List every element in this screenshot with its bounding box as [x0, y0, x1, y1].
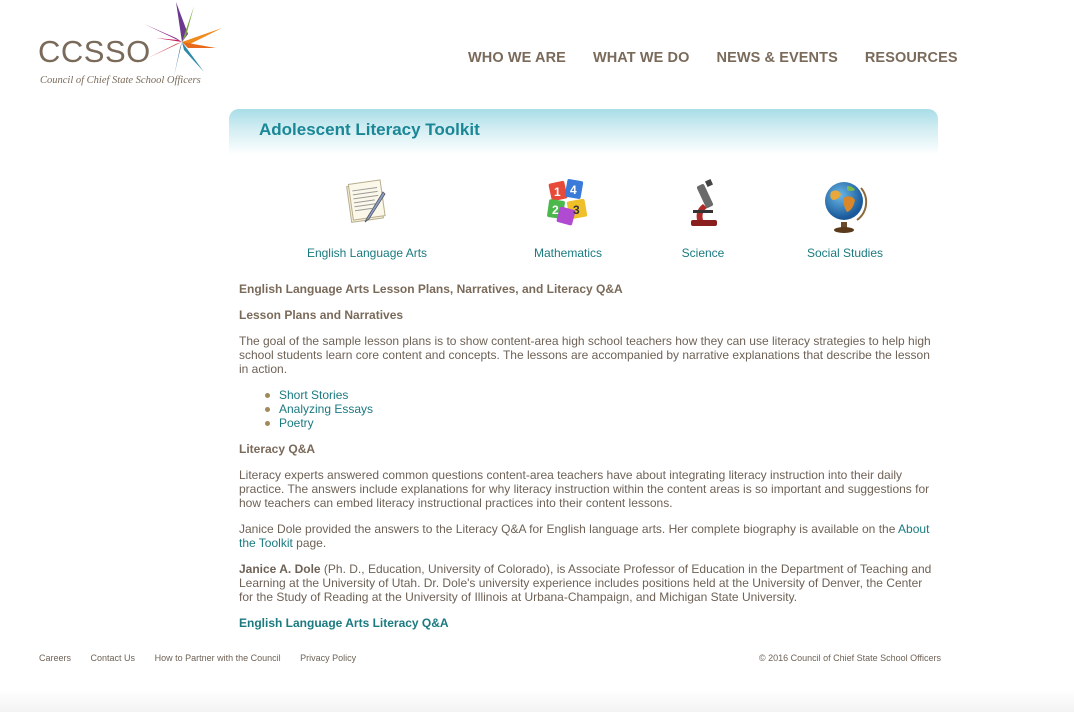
ela-qa-link[interactable]: English Language Arts Literacy Q&A — [239, 616, 449, 630]
microscope-icon — [675, 176, 731, 236]
numbers-icon — [540, 176, 596, 236]
footer — [39, 653, 941, 663]
page-bottom-shade — [0, 690, 1074, 712]
bio-text: (Ph. D., Education, University of Colorado), is Associate Professor of Education in the Department of Teaching and Learning at the University of Utah. Dr. Dole's university experience includes positions held at the University of Denver, the Center for the Study of Reading at the University of Illinois at Urbana-Champaign, and Michigan State University. — [239, 562, 932, 604]
ccsso-logo[interactable] — [38, 0, 228, 92]
qa-heading: Literacy Q&A — [239, 442, 316, 456]
subject-social-studies[interactable] — [806, 176, 884, 260]
star-logo-icon — [136, 0, 228, 78]
svg-text:1: 1 — [554, 185, 561, 199]
subject-science[interactable] — [675, 176, 731, 260]
list-item — [279, 388, 933, 402]
about-toolkit-link[interactable]: About the Toolkit — [239, 522, 930, 550]
footer-partner-link[interactable]: How to Partner with the Council — [154, 653, 281, 663]
bio-name: Janice A. Dole — [239, 562, 321, 576]
subject-mathematics[interactable] — [533, 176, 603, 260]
lesson-links-list — [239, 388, 933, 430]
subject-label: English Language Arts — [306, 246, 428, 260]
list-item — [279, 402, 933, 416]
nav-who-we-are[interactable]: WHO WE ARE — [468, 50, 566, 66]
qa-description: Literacy experts answered common questions content-area teachers have about integrating literacy instruction into their daily practice. The answers include explanations for why literacy instruction within the content areas is so important and suggestions for how teachers can embed literacy instructional practices into their content lessons. — [239, 468, 930, 510]
svg-text:2: 2 — [552, 203, 559, 217]
svg-text:4: 4 — [570, 183, 577, 197]
logo-wordmark: CCSSO — [38, 34, 151, 69]
footer-contact-link[interactable]: Contact Us — [90, 653, 136, 663]
logo-tagline: Council of Chief State School Officers — [40, 75, 201, 86]
subject-label: Social Studies — [806, 246, 884, 260]
list-item — [279, 416, 933, 430]
nav-news-events[interactable]: NEWS & EVENTS — [716, 50, 838, 66]
svg-text:3: 3 — [573, 203, 580, 217]
lesson-description: The goal of the sample lesson plans is to show content-area high school teachers how they can use literacy strategies to help high school students learn core content and concepts. The lessons are accompanied by narrative explanations that describe the lesson in action. — [239, 334, 931, 376]
link-short-stories[interactable]: Short Stories — [279, 388, 349, 402]
nav-what-we-do[interactable]: WHAT WE DO — [592, 50, 690, 66]
page-title: Adolescent Literacy Toolkit — [259, 120, 480, 139]
lesson-heading: Lesson Plans and Narratives — [239, 308, 404, 322]
link-poetry[interactable]: Poetry — [279, 416, 314, 430]
main-heading: English Language Arts Lesson Plans, Narratives, and Literacy Q&A — [239, 282, 623, 296]
main-content — [239, 282, 933, 642]
globe-icon — [817, 176, 873, 236]
dole-paragraph — [239, 522, 933, 550]
toolkit-banner — [229, 109, 938, 155]
dole-text-end: page. — [292, 536, 327, 550]
bio-paragraph — [239, 562, 933, 604]
subject-label: Mathematics — [533, 246, 603, 260]
footer-careers-link[interactable]: Careers — [39, 653, 72, 663]
main-nav — [468, 50, 958, 66]
footer-privacy-link[interactable]: Privacy Policy — [300, 653, 357, 663]
link-analyzing-essays[interactable]: Analyzing Essays — [279, 402, 374, 416]
dole-text: Janice Dole provided the answers to the Literacy Q&A for English language arts. Her complete biography is available on the — [239, 522, 899, 536]
notepad-pen-icon — [339, 176, 395, 236]
subject-ela[interactable] — [306, 176, 428, 260]
copyright: © 2016 Council of Chief State School Officers — [758, 653, 941, 663]
subject-label: Science — [681, 246, 725, 260]
nav-resources[interactable]: RESOURCES — [864, 50, 958, 66]
